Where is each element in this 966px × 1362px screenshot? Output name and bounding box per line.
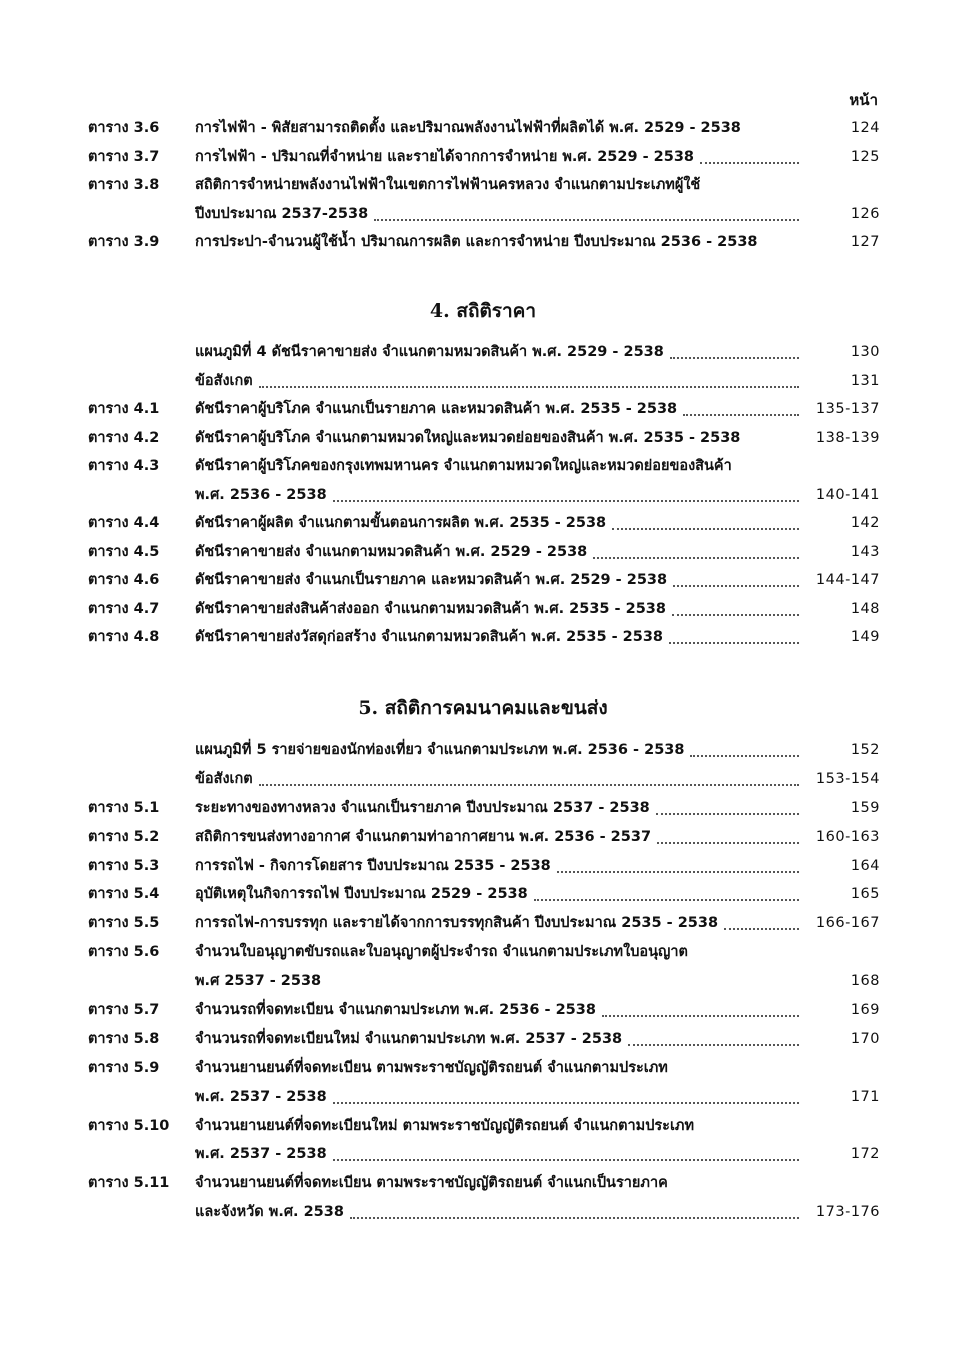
page-number: 149 bbox=[850, 629, 880, 645]
dot-leader bbox=[657, 823, 799, 844]
entry-title-text: การไฟฟ้า - พิสัยสามารถติดตั้ง และปริมาณพลังงานไฟฟ้าที่ผลิตได้ พ.ศ. 2529 - 2538 bbox=[195, 120, 741, 136]
table-number: ตาราง 4.8 bbox=[88, 629, 160, 645]
toc-entry bbox=[0, 1169, 966, 1198]
entry-title bbox=[195, 794, 802, 823]
table-number: ตาราง 5.2 bbox=[88, 828, 160, 845]
entry-title bbox=[195, 171, 802, 200]
toc-entry bbox=[0, 1054, 966, 1083]
dot-leader bbox=[593, 538, 799, 559]
entry-title bbox=[195, 424, 802, 453]
page-number: 138-139 bbox=[815, 429, 880, 446]
dot-leader bbox=[724, 909, 799, 930]
page-number: 143 bbox=[850, 543, 880, 560]
entry-title-text: แผนภูมิที่ 5 รายจ่ายของนักท่องเที่ยว จำแนกตามประเภท พ.ศ. 2536 - 2538 bbox=[195, 742, 685, 758]
entry-title bbox=[195, 852, 802, 881]
table-number: ตาราง 5.4 bbox=[88, 886, 160, 903]
table-number: ตาราง 4.4 bbox=[88, 515, 160, 531]
dot-leader bbox=[333, 1140, 799, 1161]
entry-title bbox=[195, 200, 802, 229]
table-number: ตาราง 4.7 bbox=[88, 600, 160, 617]
dot-leader bbox=[602, 996, 799, 1017]
dot-leader bbox=[628, 1025, 799, 1046]
entry-title-text: พ.ศ 2537 - 2538 bbox=[195, 973, 322, 990]
page-number: 127 bbox=[850, 234, 880, 250]
page-number: 169 bbox=[850, 1002, 880, 1019]
entry-title-text: จำนวนใบอนุญาตขับรถและใบอนุญาตผู้ประจำรถ จำแนกตามประเภทใบอนุญาต bbox=[195, 944, 688, 961]
toc-entry bbox=[0, 143, 966, 172]
page-number: 170 bbox=[850, 1030, 880, 1047]
toc-entry bbox=[0, 114, 966, 143]
page-number: 148 bbox=[850, 600, 880, 617]
toc-entry bbox=[0, 395, 966, 424]
toc-entry bbox=[0, 794, 966, 823]
page-number: 168 bbox=[850, 973, 880, 990]
entry-title bbox=[195, 736, 802, 765]
dot-leader bbox=[672, 595, 799, 616]
entry-title-text: ดัชนีราคาขายส่งสินค้าส่งออก จำแนกตามหมวดสินค้า พ.ศ. 2535 - 2538 bbox=[195, 600, 666, 617]
toc-entry bbox=[0, 823, 966, 852]
dot-leader bbox=[683, 395, 799, 416]
table-number: ตาราง 5.3 bbox=[88, 857, 160, 874]
page-number: 130 bbox=[850, 344, 880, 360]
toc-entry bbox=[0, 509, 966, 538]
table-number: ตาราง 5.1 bbox=[88, 799, 160, 816]
entry-title bbox=[195, 395, 802, 424]
toc-entry bbox=[0, 538, 966, 567]
section-4-entries bbox=[0, 338, 966, 652]
dot-leader bbox=[534, 880, 799, 901]
table-number: ตาราง 4.3 bbox=[88, 458, 160, 474]
toc-entry bbox=[0, 367, 966, 396]
toc-entry bbox=[0, 736, 966, 765]
dot-leader bbox=[673, 566, 799, 587]
toc-entry bbox=[0, 996, 966, 1025]
dot-leader bbox=[656, 794, 799, 815]
table-number: ตาราง 4.6 bbox=[88, 572, 160, 588]
entry-title bbox=[195, 765, 802, 794]
entry-title bbox=[195, 1198, 802, 1227]
page-number: 164 bbox=[850, 857, 880, 874]
entry-title bbox=[195, 228, 802, 257]
dot-leader bbox=[669, 623, 799, 644]
entry-title bbox=[195, 1140, 802, 1169]
dot-leader bbox=[259, 765, 799, 786]
table-number: ตาราง 5.5 bbox=[88, 915, 160, 932]
table-number: ตาราง 3.6 bbox=[88, 120, 160, 136]
dot-leader bbox=[333, 481, 799, 502]
table-number: ตาราง 3.8 bbox=[88, 177, 160, 193]
dot-leader bbox=[700, 143, 799, 164]
toc-entry bbox=[0, 1112, 966, 1141]
entry-title-text: พ.ศ. 2537 - 2538 bbox=[195, 1088, 327, 1105]
entry-title bbox=[195, 938, 802, 967]
dot-leader bbox=[259, 367, 799, 388]
toc-entry bbox=[0, 938, 966, 967]
entry-title-text: จำนวนรถที่จดทะเบียนใหม่ จำแนกตามประเภท พ.ศ. 2537 - 2538 bbox=[195, 1030, 623, 1047]
entry-title bbox=[195, 880, 802, 909]
entry-title bbox=[195, 452, 802, 481]
page-number: 144-147 bbox=[815, 572, 880, 588]
entry-title bbox=[195, 481, 802, 510]
entry-title-text: สถิติการจำหน่ายพลังงานไฟฟ้าในเขตการไฟฟ้านครหลวง จำแนกตามประเภทผู้ใช้ bbox=[195, 177, 701, 193]
entry-title-text: ข้อสังเกต bbox=[195, 770, 253, 787]
toc-entry bbox=[0, 424, 966, 453]
entry-title-text: อุบัติเหตุในกิจการรถไฟ ปีงบประมาณ 2529 - 2538 bbox=[195, 886, 528, 903]
entry-title-text: และจังหวัด พ.ศ. 2538 bbox=[195, 1204, 344, 1221]
entry-title bbox=[195, 1112, 802, 1141]
toc-entry bbox=[0, 338, 966, 367]
entry-title bbox=[195, 143, 802, 172]
toc-entry bbox=[0, 171, 966, 200]
page-number: 165 bbox=[850, 886, 880, 903]
section-heading: 4. สถิติราคา bbox=[429, 300, 537, 322]
entry-title bbox=[195, 338, 802, 367]
entry-title-text: ดัชนีราคาผู้บริโภค จำแนกเป็นรายภาค และหมวดสินค้า พ.ศ. 2535 - 2538 bbox=[195, 401, 678, 417]
entry-title-text: พ.ศ. 2536 - 2538 bbox=[195, 486, 327, 503]
dot-leader bbox=[670, 338, 799, 359]
entry-title-text: ดัชนีราคาขายส่งวัสดุก่อสร้าง จำแนกตามหมวดสินค้า พ.ศ. 2535 - 2538 bbox=[195, 629, 664, 645]
entry-title bbox=[195, 823, 802, 852]
toc-entry-continuation bbox=[0, 967, 966, 996]
page-number: 142 bbox=[850, 515, 880, 531]
entry-title-text: ดัชนีราคาผู้บริโภคของกรุงเทพมหานคร จำแนกตามหมวดใหญ่และหมวดย่อยของสินค้า bbox=[195, 458, 732, 474]
entry-title-text: ระยะทางของทางหลวง จำแนกเป็นรายภาค ปีงบประมาณ 2537 - 2538 bbox=[195, 799, 650, 816]
entry-title bbox=[195, 1054, 802, 1083]
page-number: 171 bbox=[850, 1088, 880, 1105]
page-column-header: หน้า bbox=[849, 91, 878, 109]
section-3-entries bbox=[0, 114, 966, 257]
entry-title-text: การไฟฟ้า - ปริมาณที่จำหน่าย และรายได้จากการจำหน่าย พ.ศ. 2529 - 2538 bbox=[195, 148, 695, 165]
section-heading: 5. สถิติการคมนาคมและขนส่ง bbox=[358, 697, 608, 719]
entry-title-text: จำนวนยานยนต์ที่จดทะเบียน ตามพระราชบัญญัติรถยนต์ จำแนกตามประเภท bbox=[195, 1059, 668, 1076]
table-number: ตาราง 5.6 bbox=[88, 944, 160, 961]
entry-title bbox=[195, 1083, 802, 1112]
table-number: ตาราง 3.7 bbox=[88, 148, 160, 165]
entry-title bbox=[195, 595, 802, 624]
page-number: 160-163 bbox=[815, 828, 880, 845]
page-number: 125 bbox=[850, 148, 880, 165]
dot-leader bbox=[612, 509, 799, 530]
page-number: 153-154 bbox=[815, 770, 880, 787]
entry-title-text: การรถไฟ-การบรรทุก และรายได้จากการบรรทุกสินค้า ปีงบประมาณ 2535 - 2538 bbox=[195, 915, 719, 932]
dot-leader bbox=[333, 1083, 799, 1104]
entry-title-text: จำนวนยานยนต์ที่จดทะเบียน ตามพระราชบัญญัติรถยนต์ จำแนกเป็นรายภาค bbox=[195, 1175, 668, 1192]
page-number: 166-167 bbox=[815, 915, 880, 932]
entry-title bbox=[195, 367, 802, 396]
page-number: 173-176 bbox=[815, 1204, 880, 1221]
entry-title bbox=[195, 996, 802, 1025]
dot-leader bbox=[350, 1198, 799, 1219]
entry-title-text: ข้อสังเกต bbox=[195, 372, 253, 389]
table-number: ตาราง 3.9 bbox=[88, 234, 160, 250]
toc-entry bbox=[0, 909, 966, 938]
entry-title-text: การรถไฟ - กิจการโดยสาร ปีงบประมาณ 2535 - 2538 bbox=[195, 857, 551, 874]
dot-leader bbox=[690, 736, 799, 757]
dot-leader bbox=[374, 200, 799, 221]
toc-entry bbox=[0, 228, 966, 257]
page-number: 159 bbox=[850, 799, 880, 816]
toc-entry bbox=[0, 452, 966, 481]
toc-entry bbox=[0, 765, 966, 794]
table-number: ตาราง 5.7 bbox=[88, 1002, 160, 1019]
toc-entry bbox=[0, 566, 966, 595]
entry-title-text: สถิติการขนส่งทางอากาศ จำแนกตามท่าอากาศยาน พ.ศ. 2536 - 2537 bbox=[195, 828, 652, 845]
page-number: 140-141 bbox=[815, 486, 880, 503]
table-number: ตาราง 4.1 bbox=[88, 401, 160, 417]
entry-title bbox=[195, 114, 802, 143]
entry-title bbox=[195, 967, 802, 996]
entry-title bbox=[195, 538, 802, 567]
table-number: ตาราง 5.11 bbox=[88, 1175, 170, 1192]
table-number: ตาราง 5.9 bbox=[88, 1059, 160, 1076]
entry-title bbox=[195, 1169, 802, 1198]
entry-title bbox=[195, 909, 802, 938]
entry-title bbox=[195, 509, 802, 538]
entry-title-text: การประปา-จำนวนผู้ใช้น้ำ ปริมาณการผลิต และการจำหน่าย ปีงบประมาณ 2536 - 2538 bbox=[195, 234, 758, 250]
toc-entry-continuation bbox=[0, 1198, 966, 1227]
entry-title-text: จำนวนรถที่จดทะเบียน จำแนกตามประเภท พ.ศ. 2536 - 2538 bbox=[195, 1002, 596, 1019]
entry-title bbox=[195, 623, 802, 652]
entry-title-text: ดัชนีราคาผู้บริโภค จำแนกตามหมวดใหญ่และหมวดย่อยของสินค้า พ.ศ. 2535 - 2538 bbox=[195, 429, 741, 446]
page-number: 126 bbox=[850, 205, 880, 222]
table-number: ตาราง 5.10 bbox=[88, 1117, 170, 1134]
entry-title-text: ดัชนีราคาขายส่ง จำแนกเป็นรายภาค และหมวดสินค้า พ.ศ. 2529 - 2538 bbox=[195, 572, 668, 588]
entry-title-text: พ.ศ. 2537 - 2538 bbox=[195, 1146, 327, 1163]
section-5-entries bbox=[0, 736, 966, 1227]
toc-entry-continuation bbox=[0, 200, 966, 229]
toc-entry-continuation bbox=[0, 1083, 966, 1112]
entry-title-text: ดัชนีราคาผู้ผลิต จำแนกตามขั้นตอนการผลิต พ.ศ. 2535 - 2538 bbox=[195, 515, 607, 531]
dot-leader bbox=[557, 852, 799, 873]
entry-title-text: ปีงบประมาณ 2537-2538 bbox=[195, 205, 369, 222]
toc-entry bbox=[0, 852, 966, 881]
entry-title bbox=[195, 1025, 802, 1054]
page-number: 152 bbox=[850, 742, 880, 758]
toc-entry bbox=[0, 623, 966, 652]
toc-entry bbox=[0, 1025, 966, 1054]
page-number: 135-137 bbox=[815, 401, 880, 417]
page-number: 172 bbox=[850, 1146, 880, 1163]
page-number: 131 bbox=[850, 372, 880, 389]
entry-title-text: แผนภูมิที่ 4 ดัชนีราคาขายส่ง จำแนกตามหมวดสินค้า พ.ศ. 2529 - 2538 bbox=[195, 344, 664, 360]
entry-title-text: จำนวนยานยนต์ที่จดทะเบียนใหม่ ตามพระราชบัญญัติรถยนต์ จำแนกตามประเภท bbox=[195, 1117, 695, 1134]
toc-entry-continuation bbox=[0, 481, 966, 510]
toc-entry-continuation bbox=[0, 1140, 966, 1169]
table-number: ตาราง 5.8 bbox=[88, 1030, 160, 1047]
table-number: ตาราง 4.5 bbox=[88, 543, 160, 560]
table-number: ตาราง 4.2 bbox=[88, 429, 160, 446]
toc-entry bbox=[0, 880, 966, 909]
toc-entry bbox=[0, 595, 966, 624]
page-number: 124 bbox=[850, 120, 880, 136]
entry-title-text: ดัชนีราคาขายส่ง จำแนกตามหมวดสินค้า พ.ศ. 2529 - 2538 bbox=[195, 543, 588, 560]
entry-title bbox=[195, 566, 802, 595]
